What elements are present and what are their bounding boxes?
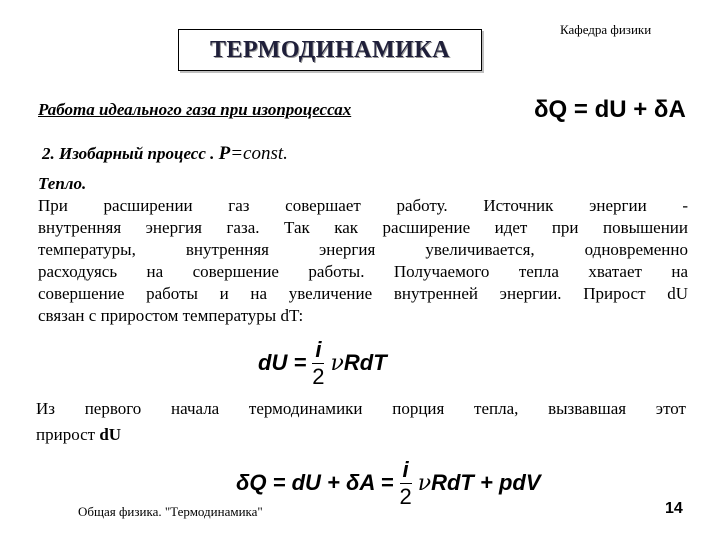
subtitle: Работа идеального газа при изопроцессах (38, 100, 352, 119)
equation-dq-fraction (396, 457, 414, 510)
process-heading-prefix: 2. Изобарный процесс . (42, 144, 219, 163)
heat-label: Тепло. (38, 174, 87, 193)
paragraph-2-line-2: прирост (36, 425, 100, 444)
body-line-6: связан с приростом температуры dT: (38, 306, 304, 325)
equation-du-lhs: dU = (258, 350, 307, 375)
paragraph-2 (36, 396, 686, 448)
paragraph-2-du: dU (99, 425, 122, 444)
body-line-2: внутренняя энергия газа. Так как расширение идет при повышении (38, 218, 688, 237)
body-line-4: расходуясь на совершение работы. Получаемого тепла хватает на (38, 262, 688, 281)
process-heading-const: =const. (230, 143, 288, 164)
title-box (178, 29, 482, 71)
footer-course: Общая физика. "Термодинамика" (78, 504, 263, 519)
fraction-numerator: i (312, 337, 324, 364)
nu-symbol: ν (330, 350, 344, 376)
equation-dq (236, 452, 541, 514)
fraction-denominator: 2 (312, 363, 325, 389)
body-line-1: При расширении газ совершает работу. Источник энергии - (38, 196, 688, 215)
equation-du (258, 332, 387, 394)
body-line-5: совершение работы и на увеличение внутренней энергии. Прирост dU (38, 284, 688, 303)
equation-dq-rhs: RdT + pdV (431, 470, 541, 495)
page-title: ТЕРМОДИНАМИКА (209, 36, 451, 63)
equation-du-rhs: RdT (343, 350, 387, 375)
paragraph-2-line-1: Из первого начала термодинамики порция тепла, вызвавшая этот (36, 399, 686, 418)
first-law-formula: δQ = dU + δA (534, 96, 686, 123)
department-label: Кафедра физики (560, 22, 652, 37)
process-heading-var: P (218, 143, 231, 164)
page-number: 14 (665, 500, 683, 517)
fraction-denominator: 2 (399, 483, 412, 509)
body-text (38, 173, 688, 327)
equation-du-fraction (309, 337, 327, 390)
equation-dq-lhs: δQ = dU + δA = (236, 470, 394, 495)
process-heading (42, 143, 288, 165)
nu-symbol: ν (417, 470, 432, 496)
fraction-numerator: i (400, 457, 412, 484)
body-line-3: температуры, внутренняя энергия увеличивается, одновременно (38, 240, 688, 259)
